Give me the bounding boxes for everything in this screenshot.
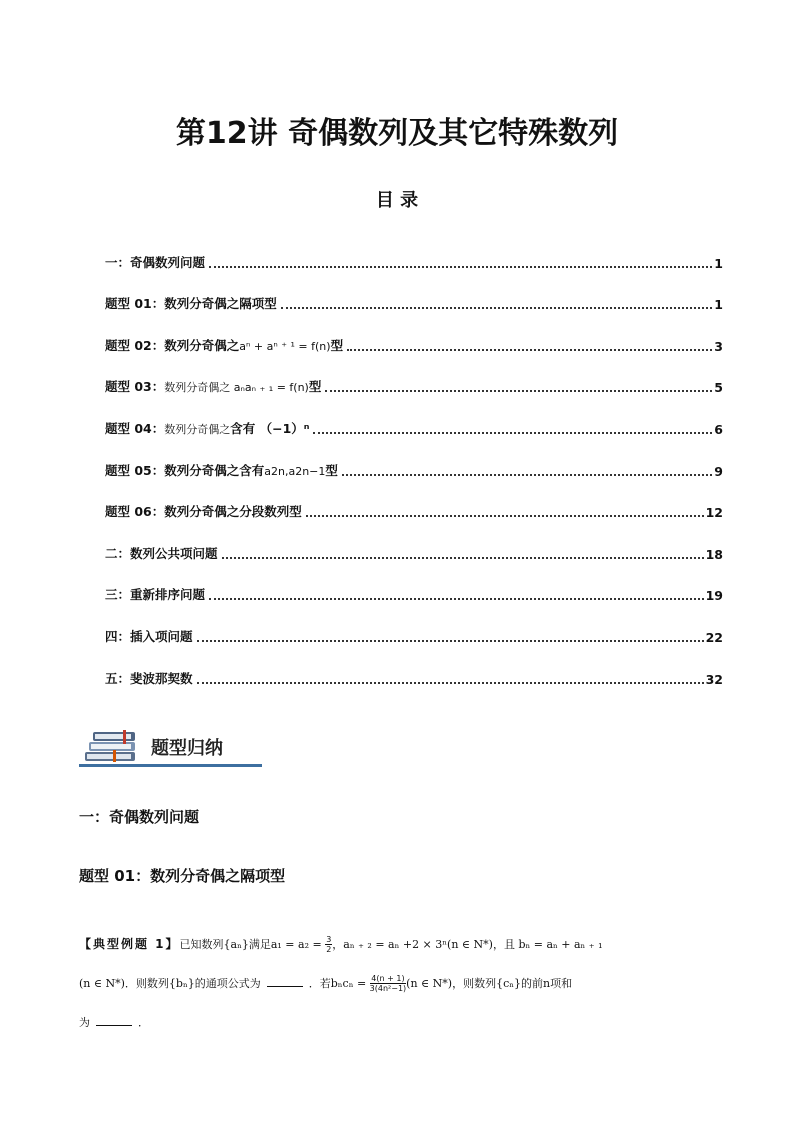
toc-row-page: 5 bbox=[714, 380, 723, 396]
toc-row-label bbox=[105, 336, 343, 354]
toc-row-label-suffix: 型 bbox=[325, 462, 338, 478]
toc-row-label-math: 数列分奇偶之 bbox=[164, 422, 231, 436]
toc-leader-dots bbox=[197, 681, 704, 684]
toc-leader-dots bbox=[222, 556, 704, 559]
toc-row[interactable] bbox=[105, 520, 723, 562]
toc-row-label: 一：奇偶数列问题 bbox=[105, 254, 206, 270]
banner-underline bbox=[79, 764, 262, 767]
toc-row-page: 19 bbox=[705, 588, 723, 604]
toc-row-label-prefix: 题型 04： bbox=[105, 420, 165, 436]
example-problem bbox=[79, 925, 723, 1042]
example-text: 已知数列{aₙ}满足a₁ = a₂ = bbox=[179, 938, 326, 951]
toc-leader-dots bbox=[306, 514, 704, 517]
toc-row-label: 题型 01：数列分奇偶之隔项型 bbox=[105, 296, 277, 312]
answer-blank[interactable] bbox=[267, 974, 303, 987]
toc-row-page: 18 bbox=[705, 546, 723, 562]
banner-title: 题型归纳 bbox=[151, 738, 223, 759]
toc-row-label: 二：数列公共项问题 bbox=[105, 545, 218, 561]
fraction bbox=[370, 974, 407, 993]
toc-row-page: 22 bbox=[705, 629, 723, 645]
toc-row[interactable] bbox=[105, 395, 723, 437]
toc-row-label bbox=[105, 461, 338, 479]
example-line-3 bbox=[79, 1003, 723, 1042]
toc-row[interactable] bbox=[105, 354, 723, 396]
toc-leader-dots bbox=[197, 639, 704, 642]
toc-row[interactable] bbox=[105, 229, 723, 271]
example-text: ． bbox=[138, 1016, 149, 1029]
example-text: (n ∈ N*)，则数列{cₙ}的前n项和 bbox=[406, 977, 573, 990]
example-tag: 【典型例题 1】 bbox=[79, 937, 180, 951]
books-icon bbox=[83, 724, 143, 768]
toc-row-label bbox=[105, 377, 321, 395]
toc-row-label-math: a2n,a2n−1 bbox=[264, 464, 326, 478]
subsection-heading: 题型 01：数列分奇偶之隔项型 bbox=[79, 867, 286, 885]
toc-heading: 目 录 bbox=[375, 190, 419, 211]
toc-row-page: 1 bbox=[714, 297, 723, 313]
example-text: ，aₙ ₊ ₂ = aₙ +2 × 3ⁿ(n ∈ N*)，且 bₙ = aₙ + aₙ ₊ ₁ bbox=[332, 938, 603, 951]
toc-leader-dots bbox=[325, 389, 712, 392]
fraction-denominator: 2 bbox=[326, 945, 332, 954]
toc-leader-dots bbox=[209, 265, 712, 268]
section-banner bbox=[79, 722, 262, 770]
toc-leader-dots bbox=[342, 473, 712, 476]
example-text: (n ∈ N*)．则数列{bₙ}的通项公式为 bbox=[79, 977, 261, 990]
example-line-1 bbox=[79, 925, 723, 964]
toc-row-label: 三：重新排序问题 bbox=[105, 587, 206, 603]
toc-row-page: 6 bbox=[714, 421, 723, 437]
answer-blank[interactable] bbox=[96, 1013, 132, 1026]
example-text: ．若bₙcₙ = bbox=[308, 977, 370, 990]
toc-row[interactable] bbox=[105, 271, 723, 313]
toc-row-page: 9 bbox=[714, 463, 723, 479]
toc-row-label-prefix: 题型 05：数列分奇偶之含有 bbox=[105, 462, 265, 478]
toc-row-label-math: aⁿ + aⁿ ⁺ ¹ = f(n) bbox=[239, 339, 331, 353]
table-of-contents bbox=[105, 229, 723, 687]
toc-row-label: 五：斐波那契数 bbox=[105, 670, 193, 686]
toc-row-label-suffix: 型 bbox=[308, 379, 322, 395]
toc-row-page: 32 bbox=[705, 671, 723, 687]
example-text: 为 bbox=[79, 1016, 90, 1029]
toc-row-label-prefix: 题型 02：数列分奇偶之 bbox=[105, 337, 240, 353]
section-heading: 一：奇偶数列问题 bbox=[79, 808, 200, 826]
toc-leader-dots bbox=[347, 348, 712, 351]
toc-row-page: 1 bbox=[714, 255, 723, 271]
toc-row-page: 3 bbox=[714, 338, 723, 354]
toc-leader-dots bbox=[281, 306, 713, 309]
fraction-numerator: 4(n + 1) bbox=[371, 974, 405, 983]
toc-row[interactable] bbox=[105, 312, 723, 354]
toc-leader-dots bbox=[209, 597, 704, 600]
toc-row[interactable] bbox=[105, 562, 723, 604]
toc-leader-dots bbox=[313, 431, 712, 434]
toc-row[interactable] bbox=[105, 645, 723, 687]
toc-row-label-suffix: 型 bbox=[330, 337, 344, 353]
toc-row-label: 题型 06：数列分奇偶之分段数列型 bbox=[105, 504, 302, 520]
toc-row[interactable] bbox=[105, 437, 723, 479]
toc-row-label: 四：插入项问题 bbox=[105, 628, 193, 644]
toc-row[interactable] bbox=[105, 479, 723, 521]
toc-row-page: 12 bbox=[705, 505, 723, 521]
toc-row-label-suffix: 含有 （−1）ⁿ bbox=[230, 420, 310, 436]
toc-row-label-prefix: 题型 03： bbox=[105, 379, 165, 395]
toc-row[interactable] bbox=[105, 603, 723, 645]
fraction-numerator: 3 bbox=[326, 935, 332, 944]
toc-row-label-math: 数列分奇偶之 aₙaₙ ₊ ₁ = f(n) bbox=[164, 381, 309, 395]
toc-row-label bbox=[105, 419, 309, 437]
document-title: 第12讲 奇偶数列及其它特殊数列 bbox=[175, 116, 619, 151]
fraction-denominator: 3(4n²−1) bbox=[369, 984, 407, 993]
example-line-2 bbox=[79, 964, 723, 1003]
